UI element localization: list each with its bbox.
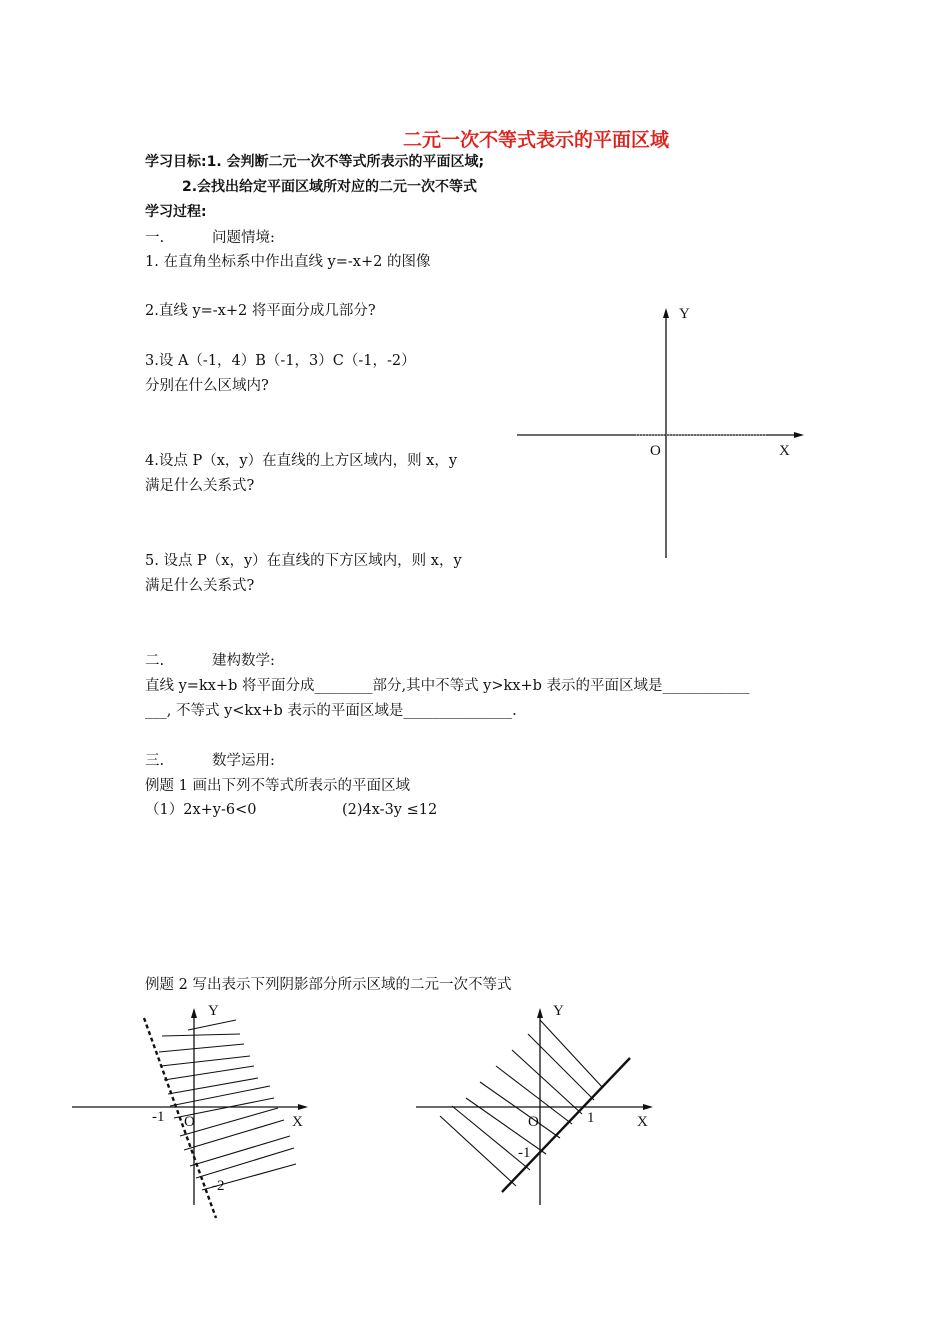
process-heading: 学习过程: xyxy=(145,204,207,220)
axes1-origin-label: O xyxy=(650,443,661,459)
example-1: 例题 1 画出下列不等式所表示的平面区域 xyxy=(145,778,410,794)
construct-line-2: ___, 不等式 y<kx+b 表示的平面区域是_______________. xyxy=(145,703,517,719)
question-4-line2: 满足什么关系式? xyxy=(145,478,255,494)
left-y-label: Y xyxy=(208,1003,219,1019)
question-2: 2.直线 y=-x+2 将平面分成几部分? xyxy=(145,303,376,319)
section3-heading: 数学运用: xyxy=(212,753,275,769)
objective-1: 学习目标:1. 会判断二元一次不等式所表示的平面区域; xyxy=(145,154,485,170)
axes1-x-label: X xyxy=(779,443,790,459)
example-2: 例题 2 写出表示下列阴影部分所示区域的二元一次不等式 xyxy=(145,977,512,993)
axes1-y-arrow xyxy=(663,308,669,318)
section1-number: 一. xyxy=(145,230,165,246)
axes1-y-label: Y xyxy=(679,306,690,322)
left-x-intercept: -1 xyxy=(152,1109,165,1125)
right-origin-label: O xyxy=(528,1114,539,1130)
blank-coordinate-axes xyxy=(510,300,820,570)
section2-heading: 建构数学: xyxy=(212,653,275,669)
section1-heading: 问题情境: xyxy=(212,230,275,246)
right-x-intercept: 1 xyxy=(587,1110,595,1126)
left-x-label: X xyxy=(292,1114,303,1130)
section2-number: 二. xyxy=(145,653,165,669)
figure-left-shaded-region xyxy=(60,1000,330,1230)
question-4-line1: 4.设点 P（x，y）在直线的上方区域内，则 x，y xyxy=(145,453,458,469)
left-origin-label: O xyxy=(184,1114,195,1130)
right-y-intercept: -1 xyxy=(518,1145,531,1161)
right-x-label: X xyxy=(637,1114,648,1130)
question-5-line2: 满足什么关系式? xyxy=(145,578,255,594)
question-3-line2: 分别在什么区域内? xyxy=(145,378,269,394)
right-boundary-solid-line xyxy=(502,1058,630,1192)
example-1-part-1: （1）2x+y-6<0 xyxy=(145,802,257,818)
axes1-x-arrow xyxy=(794,432,804,438)
right-y-label: Y xyxy=(553,1003,564,1019)
question-5-line1: 5. 设点 P（x，y）在直线的下方区域内，则 x，y xyxy=(145,553,462,569)
page-title: 二元一次不等式表示的平面区域 xyxy=(403,129,670,151)
objective-2: 2.会找出给定平面区域所对应的二元一次不等式 xyxy=(182,179,478,195)
example-1-part-2: (2)4x-3y ≤12 xyxy=(342,802,438,818)
section3-number: 三. xyxy=(145,753,165,769)
figure-right-shaded-region xyxy=(410,1000,670,1230)
construct-line-1: 直线 y=kx+b 将平面分成________部分,其中不等式 y>kx+b 表示的平面区域是____________ xyxy=(145,678,750,694)
question-1: 1. 在直角坐标系中作出直线 y=-x+2 的图像 xyxy=(145,254,431,270)
left-y-intercept: -2 xyxy=(212,1178,225,1194)
question-3-line1: 3.设 A（-1，4）B（-1，3）C（-1，-2） xyxy=(145,353,416,369)
